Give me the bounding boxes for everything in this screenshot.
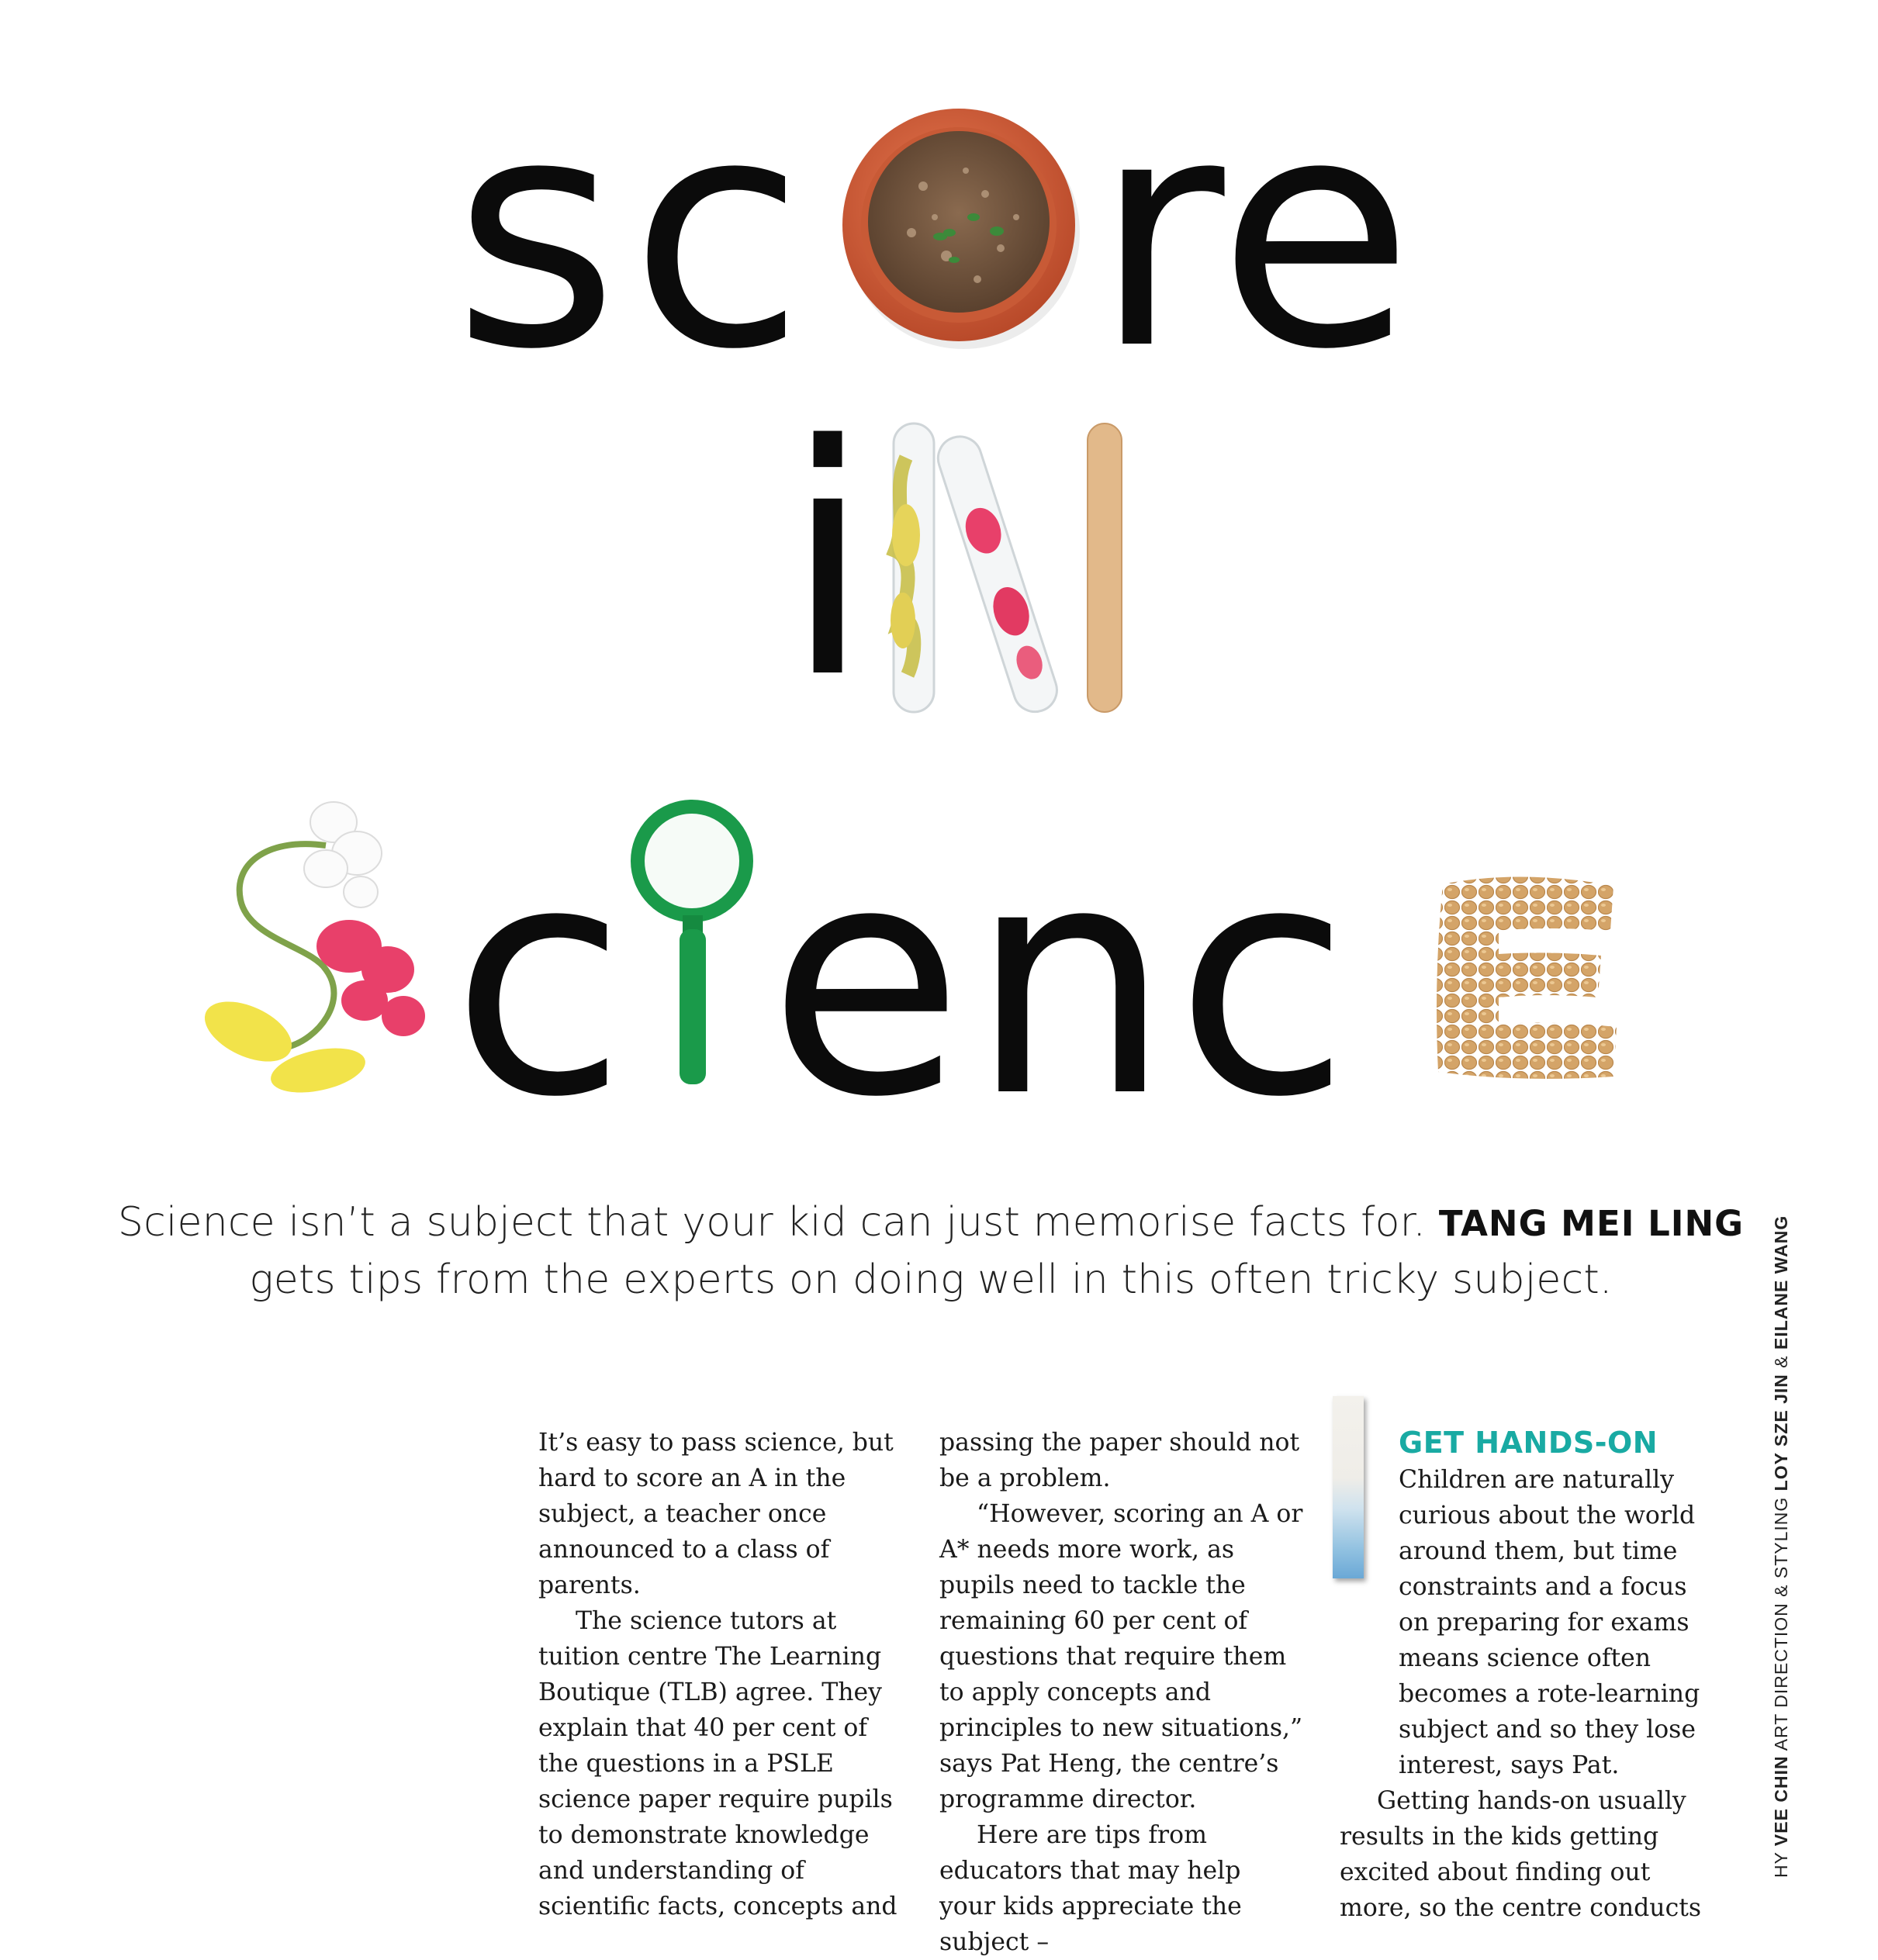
body-paragraph: The science tutors at tuition centre The Learning Boutique (TLB) agree. They explain that 40 per cent of the questions in a PSLE science paper require pupils to demonstrate knowledge and understanding of scientific facts, concepts and [538, 1607, 897, 1920]
body-paragraph: “However, scoring an A or A* needs more work, as pupils need to tackle the remaining 60 per cent of questions that require them to apply concepts and principles to new situations,” says Pat Heng, the centre’s programme director. [939, 1500, 1303, 1813]
article-deck [116, 1194, 1745, 1308]
credit-stylist-1: LOY SZE JIN [1771, 1374, 1791, 1492]
credit-prefix: HY [1771, 1851, 1791, 1878]
author-name: TANG MEI LING [1438, 1203, 1745, 1244]
body-column-2 [939, 1425, 1304, 1960]
body-paragraph: It’s easy to pass science, but hard to score an A in the subject, a teacher once announced to a class of parents. [538, 1429, 894, 1599]
headline-letter-s: s [453, 48, 619, 419]
headline-letter-r: r [1094, 48, 1225, 419]
photo-credit [1771, 1215, 1792, 1878]
section-heading: GET HANDS-ON [1399, 1426, 1658, 1460]
test-tubes-letter-n [884, 419, 1140, 721]
magnifying-glass-letter-i [621, 799, 768, 1094]
headline-letter-n: n [970, 796, 1171, 1167]
deck-rest: gets tips from the experts on doing well in this often tricky subject. [249, 1257, 1613, 1303]
body-paragraph: passing the paper should not be a problem. [939, 1429, 1300, 1492]
flower-letter-s [202, 791, 450, 1101]
headline-letter-c-3: c [1175, 796, 1351, 1167]
headline-letter-e-2: e [768, 796, 964, 1167]
headline-letter-e: e [1218, 48, 1414, 419]
headline-letter-i: i [783, 377, 872, 748]
body-column-1 [538, 1425, 903, 1924]
credit-role: ART DIRECTION & STYLING [1771, 1496, 1791, 1751]
wrapped-text: Children are naturally curious about the world around them, but time constraints and a focus on preparing for exams means science often becomes a rote-learning subject and so they lose interest, says Pat. [1399, 1466, 1700, 1779]
deck-lead: Science isn’t a subject that your kid can just memorise facts for. [117, 1199, 1427, 1246]
credit-amp: & [1771, 1355, 1791, 1368]
body-paragraph [1340, 1462, 1712, 1783]
credit-stylist-2: EILANE WANG [1771, 1215, 1791, 1350]
body-paragraph: Here are tips from educators that may help your kids appreciate the subject – [939, 1821, 1242, 1956]
headline-letter-c: c [630, 48, 805, 419]
body-column-3 [1340, 1425, 1712, 1926]
plant-pot-letter-o [838, 101, 1084, 354]
body-paragraph: Getting hands-on usually results in the kids getting excited about finding out more, so the centre conducts [1340, 1787, 1702, 1922]
soybean-letter-e [1427, 869, 1629, 1086]
headline-letter-c-2: c [451, 796, 627, 1167]
credit-photographer: VEE CHIN [1771, 1755, 1791, 1847]
